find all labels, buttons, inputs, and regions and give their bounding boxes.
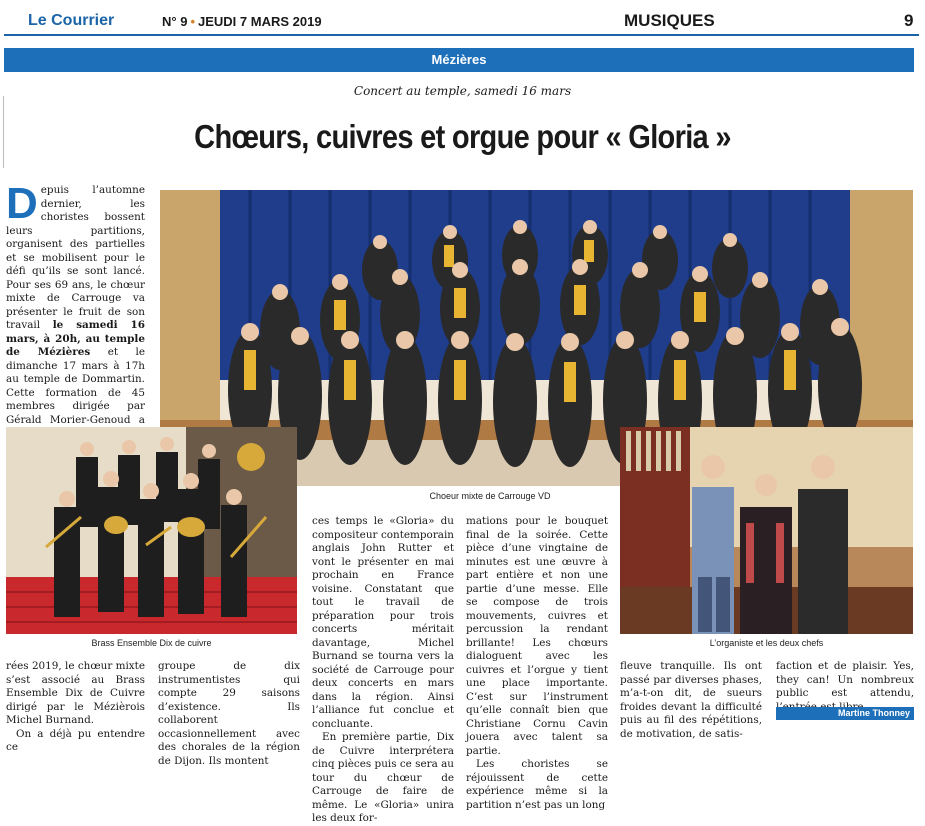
issue-info [162, 14, 322, 29]
section-title: MUSIQUES [624, 11, 715, 30]
issue-number: N° 9 [162, 14, 188, 29]
article-column-4 [466, 515, 608, 812]
column-4-text: mations pour le bouquet final de la soirée. Cette pièce d’une vingtaine de minutes est une œuvre à part entière et non une partie d’une messe. Elle se compose de trois mouvements, cuivres et percussion la rendant brillante! Les chœurs dialoguent avec les cuivres et l’orgue y tient une place importante. C’est sur l’instrument qu’elle connaît bien que Christiane Cornu Cavin jouera avec talent sa partie. [466, 515, 608, 757]
column-2b-text: groupe de dix instrumentistes qui compte 29 saisons d’existence. Ils collaborent occasionnellement avec des chorales de la région de Dijon. Ils montent [158, 660, 300, 767]
column-1-text-b: et le dimanche 17 mars à 17h au temple de Dommartin. Cette formation de 45 membres dirigée par Gérald Morier-Genoud a [6, 346, 146, 426]
article-column-6 [776, 660, 914, 714]
organist-photo [620, 427, 913, 634]
article-column-1b [6, 660, 145, 755]
column-1b-text-2: On a déjà pu entendre ce [6, 727, 145, 753]
column-1-text-a: epuis l’automne dernier, les choristes bossent leurs partitions, organisent des partielles et se mobilisent pour le défi qu’ils se sont lancé. Pour ses 69 ans, le chœur mixte de Carrouge va présenter le fruit de son travail [6, 184, 145, 331]
column-6-text: faction et de plaisir. Yes, they can! Un nombreux public est attendu, [776, 660, 914, 699]
choir-caption: Choeur mixte de Carrouge VD [429, 491, 551, 501]
article-column-2b [158, 660, 300, 768]
brass-ensemble-photo [6, 427, 297, 634]
organ-illustration [620, 427, 913, 634]
organ-caption: L’organiste et les deux chefs [709, 638, 824, 648]
column-3-text-2: En première partie, Dix de Cuivre interprétera cinq pièces puis ce sera au tour du chœur de Carrouge de faire de même. Le «Gloria» unira les deux for- [312, 731, 454, 824]
location-banner: Mézières [4, 48, 914, 72]
article-column-3 [312, 515, 454, 826]
separator-dot: • [190, 14, 195, 29]
issue-date: JEUDI 7 MARS 2019 [198, 14, 322, 29]
article-kicker: Concert au temple, samedi 16 mars [353, 84, 572, 98]
column-5-text: fleuve tranquille. Ils ont passé par diverses phases, m’a-t-on dit, de sueurs froides devant la difficulté puis au fil des répétitions, de motivation, de satis- [620, 660, 762, 740]
drop-cap: D [6, 179, 38, 228]
concert-date-highlight: le samedi 16 mars, à 20h, au temple de Mézières [6, 319, 145, 358]
column-rule [3, 96, 4, 168]
column-3-text: ces temps le «Gloria» du compositeur contemporain anglais John Rutter et vont le présenter en mai prochain en France voisine. Constatant que tout le travail de préparation pour trois concerts méritait davantage, Michel Burnand se tourna vers la société de Carrouge pour deux concerts en mars dans la région. Ainsi l’alliance fut conclue et concluante. [312, 515, 454, 730]
brass-caption: Brass Ensemble Dix de cuivre [91, 638, 212, 648]
newspaper-name: Le Courrier [28, 12, 115, 29]
column-4-text-2: Les choristes se réjouissent de cette expérience même si la partition n’est pas un long [466, 758, 608, 811]
article-headline: Chœurs, cuivres et orgue pour « Gloria » [194, 118, 731, 155]
brass-illustration [6, 427, 297, 634]
column-1b-text: rées 2019, le chœur mixte s’est associé au Brass Ensemble Dix de Cuivre dirigé par le Mézièrois Michel Burnand. [6, 660, 145, 726]
article-column-5 [620, 660, 762, 741]
author-signature: Martine Thonney [776, 707, 914, 720]
masthead [4, 6, 919, 36]
page-number: 9 [904, 11, 914, 30]
